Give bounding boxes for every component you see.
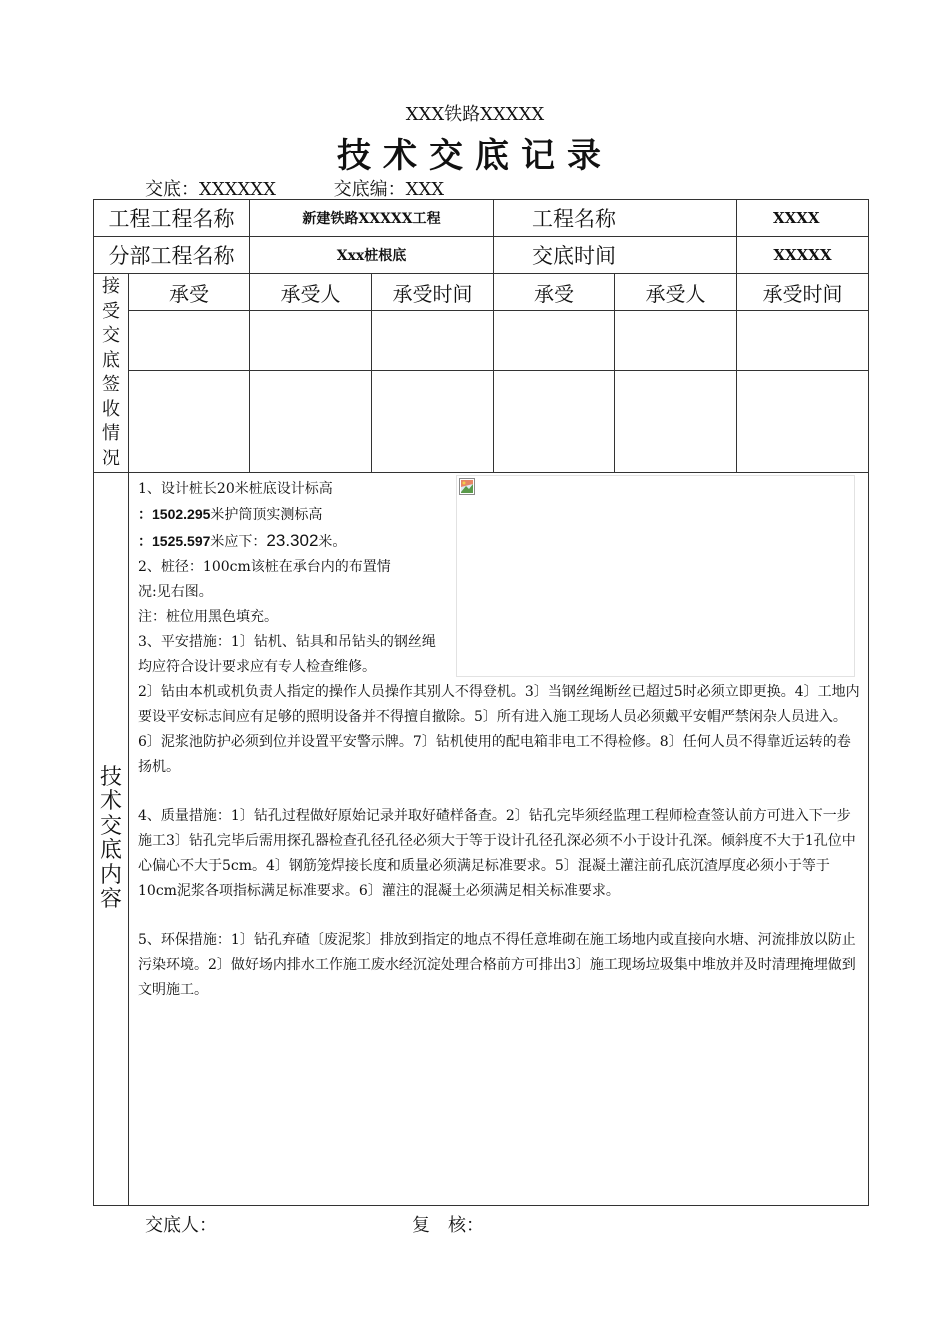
jiaodi-number-field: 交底编：XXX: [333, 179, 445, 200]
signature-cell[interactable]: [494, 311, 615, 371]
jiaodi-person-label: 交底人：: [145, 1215, 217, 1236]
sub-project-value: Xxx桩根底: [250, 237, 494, 274]
meta-line: [145, 175, 444, 201]
signature-cell[interactable]: [129, 311, 250, 371]
pile-layout-image: [456, 475, 855, 677]
signature-cell[interactable]: [250, 311, 372, 371]
review-label: 复 核：: [412, 1215, 484, 1236]
page-title: 技术交底记录: [337, 136, 613, 176]
sub-project-label: 分部工程名称: [94, 237, 250, 274]
signature-cell[interactable]: [737, 371, 869, 473]
design-line-5: 况:见右图。: [138, 584, 213, 600]
design-line-2: ：1502.295米护筒顶实测标高: [138, 506, 323, 523]
name-value: XXXX: [737, 200, 869, 237]
content-side-label: 技 术 交 底 内 容: [94, 473, 129, 1206]
design-line-4: 2、桩径：100cm该桩在承台内的布置情: [138, 559, 391, 575]
safety-paragraph: 2〕钻由本机或机负责人指定的操作人员操作其别人不得登机。3〕当钢丝绳断丝已超过5时必须立即更换。4〕工地内要设平安标志间应有足够的照明设备并不得擅自撤除。5〕所有进入施工现场人员必须戴平安帽严禁闲杂人员进入。6〕泥浆池防护必须到位并设置平安警示牌。7〕钻机使用的配电箱非电工不得检修。8〕任何人员不得靠近运转的卷扬机。: [138, 684, 860, 775]
signature-cell[interactable]: [372, 311, 494, 371]
signature-cell[interactable]: [372, 371, 494, 473]
col-header-receive-1: 承受: [129, 274, 250, 311]
content-cell: [129, 473, 869, 1206]
project-label: 工程工程名称: [94, 200, 250, 237]
receipt-side-label: 接 受 交 底 签 收 情 况: [94, 274, 129, 473]
design-line-1: 1、设计桩长20米桩底设计标高: [138, 481, 333, 497]
project-value: 新建铁路XXXXX工程: [250, 200, 494, 237]
design-line-6: 注：桩位用黑色填充。: [138, 609, 278, 625]
time-value: XXXXX: [737, 237, 869, 274]
signature-cell[interactable]: [615, 311, 737, 371]
table-row: [94, 311, 869, 371]
safety-line-2: 均应符合设计要求应有专人检查维修。: [138, 659, 376, 675]
col-header-receive-2: 承受: [494, 274, 615, 311]
quality-paragraph: 4、质量措施：1〕钻孔过程做好原始记录并取好碴样备查。2〕钻孔完毕须经监理工程师检查签认前方可进入下一步施工3〕钻孔完毕后需用探孔器检查孔径孔径必须大于等于设计孔径孔深必须不小于设计孔深。倾斜度不大于1孔位中心偏心不大于5cm。4〕钢筋笼焊接长度和质量必须满足标准要求。5〕混凝土灌注前孔底沉渣厚度必须小于等于10cm泥浆各项指标满足标准要求。6〕灌注的混凝土必须满足相关标准要求。: [138, 808, 856, 899]
col-header-receiver-1: 承受人: [250, 274, 372, 311]
signature-cell[interactable]: [615, 371, 737, 473]
time-label: 交底时间: [494, 237, 737, 274]
signature-cell[interactable]: [494, 371, 615, 473]
name-label: 工程名称: [494, 200, 737, 237]
design-line-3: ：1525.597米应下：23.302米。: [138, 531, 347, 550]
jiaodi-field: 交底：XXXXXX: [145, 179, 276, 200]
col-header-receive-time-2: 承受时间: [737, 274, 869, 311]
design-params: [138, 477, 488, 680]
signature-cell[interactable]: [737, 311, 869, 371]
signature-cell[interactable]: [129, 371, 250, 473]
document-subtitle: XXX铁路XXXXX: [405, 104, 545, 125]
broken-image-icon: [459, 478, 475, 495]
table-row: [94, 371, 869, 473]
safety-line-1: 3、平安措施：1〕钻机、钻具和吊钻头的钢丝绳: [138, 634, 436, 650]
col-header-receiver-2: 承受人: [615, 274, 737, 311]
col-header-receive-time-1: 承受时间: [372, 274, 494, 311]
record-table: [93, 199, 869, 1206]
signature-cell[interactable]: [250, 371, 372, 473]
environment-paragraph: 5、环保措施：1〕钻孔弃碴〔废泥浆〕排放到指定的地点不得任意堆砌在施工场地内或直接向水塘、河流排放以防止污染环境。2〕做好场内排水工作施工废水经沉淀处理合格前方可排出3〕施工现场垃圾集中堆放并及时清理掩埋做到文明施工。: [138, 932, 856, 998]
